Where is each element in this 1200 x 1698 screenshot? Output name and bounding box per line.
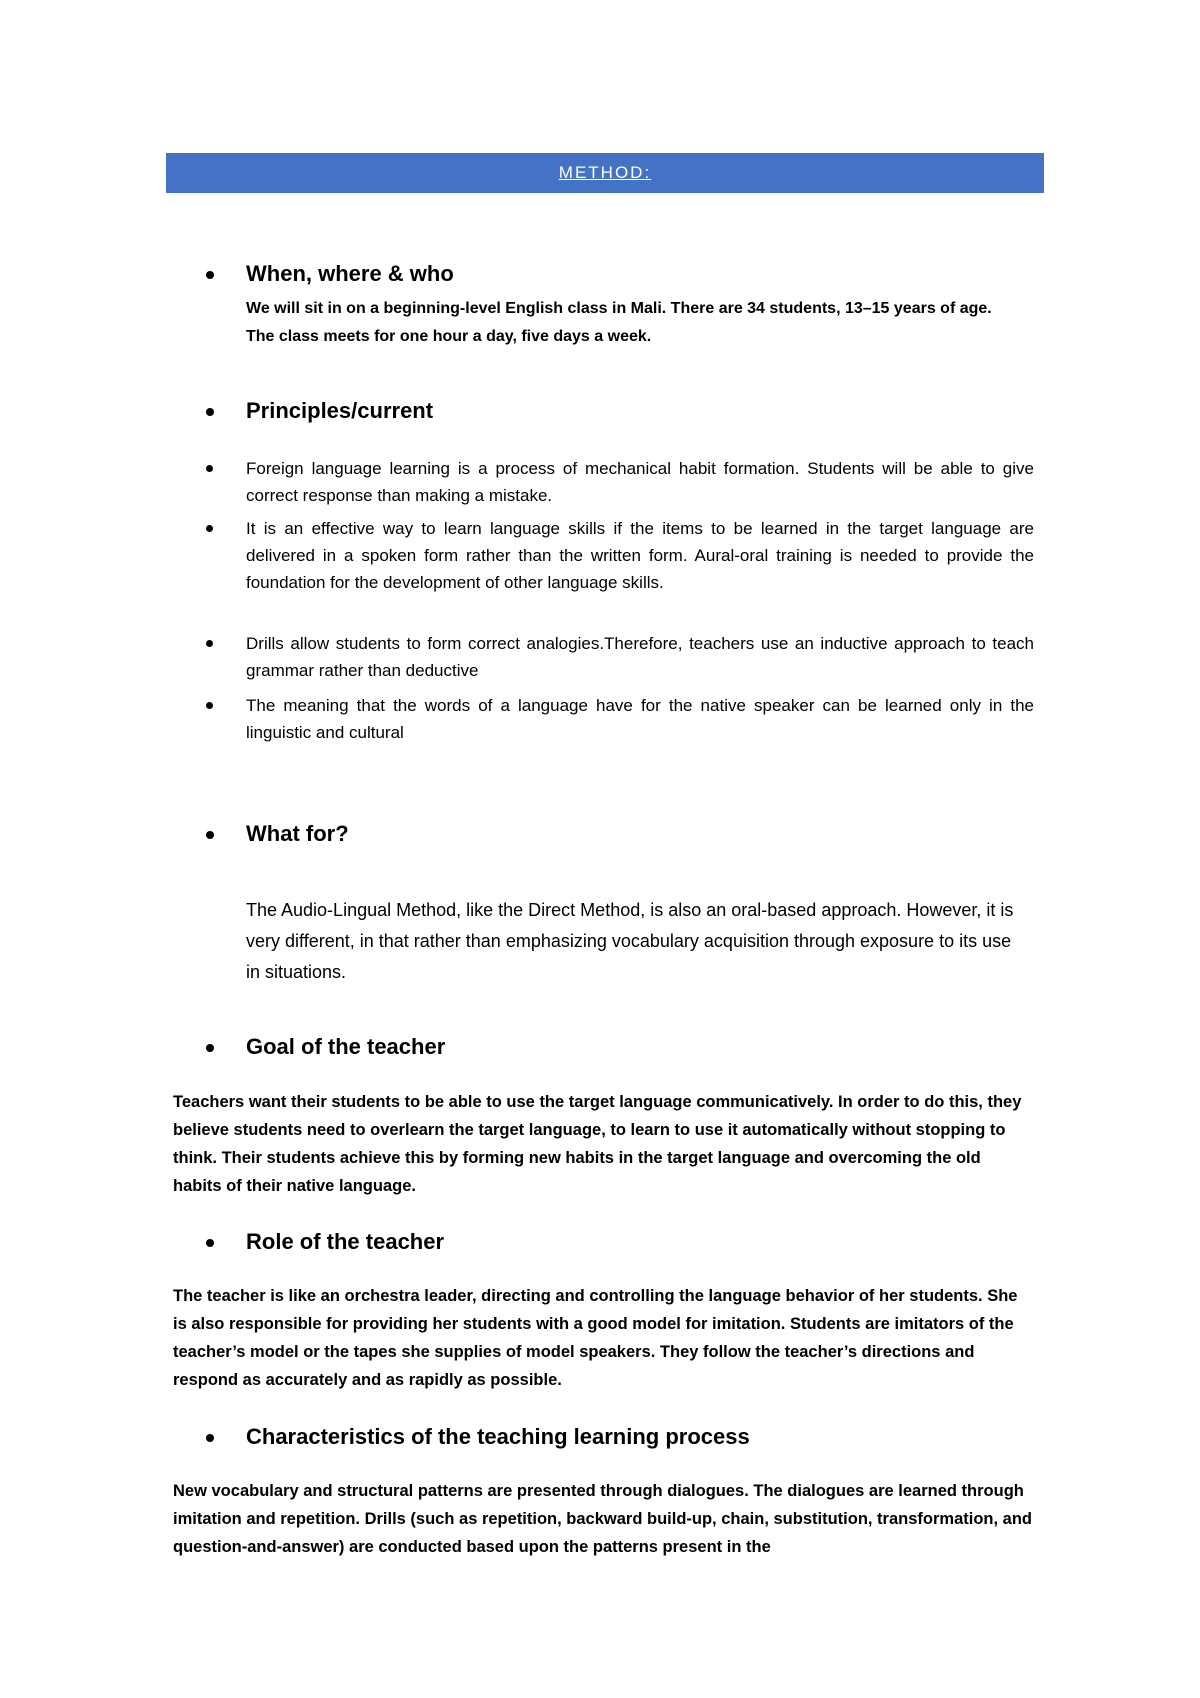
role-of-teacher-text: The teacher is like an orchestra leader, directing and controlling the language behavior of her students. She is also responsible for providing her students with a good model for imitation. Students are imitators of the teacher’s model or the tapes she supplies of model speakers. They follow the teacher’s directions and respond as accurately and as rapidly as possible. <box>173 1287 1018 1389</box>
goal-of-teacher-text: Teachers want their students to be able to use the target language communicatively. In order to do this, they believe students need to overlearn the target language, to learn to use it automatically without stopping to think. Their students achieve this by forming new habits in the target language and overcoming the old habits of their native language. <box>173 1093 1022 1195</box>
bullet-icon <box>206 408 214 416</box>
bullet-icon <box>206 1434 214 1442</box>
document-page: METHOD: When, where & who We will sit in on a beginning-level English class in Mali. There are 34 students, 13–15 years of age. The class meets for one hour a day, five days a week. Principles/current Foreign language learning is a process of mechanical habit formation. Students will be able to give correct response than making a mistake. It is an effective way to learn language skills if the items to be learned in the target language are delivered in a spoken form rather than the written form. Aural-oral training is needed to provide the foundation for the development of other language skills. Drills allow students to form correct analogies.Therefore, teachers use an inductive approach to teach grammar rather than deductive The meaning that the words of a language have for the native speaker can be learned only in the linguistic and cultural What for? The Audio-Lingual Method, like the Direct Method, is also an oral-based approach. However, it is very different, in that rather than emphasizing vocabulary acquisition through exposure to its use in situations. Goal of the teacher Teachers want their students to be able to use the target language communicatively. In order to do this, they believe students need to overlearn the target language, to learn to use it automatically without stopping to think. Their students achieve this by forming new habits in the target language and overcoming the old habits of their native language. Role of the teacher The teacher is like an orchestra leader, directing and controlling the language behavior of her students. She is also responsible for providing her students with a good model for imitation. Students are imitators of the teacher’s model or the tapes she supplies of model speakers. They follow the teacher’s directions and respond as accurately and as rapidly as possible. Characteristics of the teaching learning process New vocabulary and structural patterns are presented through dialogues. The dialogues are learned through imitation and repetition. Drills (such as repetition, backward build-up, chain, substitution, transformation, and question-and-answer) are conducted based upon the patterns present in the <box>0 0 1200 1698</box>
characteristics-text: New vocabulary and structural patterns are presented through dialogues. The dialogues are learned through imitation and repetition. Drills (such as repetition, backward build-up, chain, substitution, transformation, and question-and-answer) are conducted based upon the patterns present in the <box>173 1482 1032 1556</box>
bullet-icon <box>206 1044 214 1052</box>
bullet-icon <box>206 1239 214 1247</box>
bullet-icon <box>206 831 214 839</box>
method-banner <box>166 153 1044 193</box>
bullet-icon <box>206 271 214 279</box>
method-title: METHOD: <box>558 163 652 182</box>
what-for-text: The Audio-Lingual Method, like the Direct Method, is also an oral-based approach. However, it is very different, in that rather than emphasizing vocabulary acquisition through exposure to its use in situations. <box>246 900 1014 982</box>
bullet-icon <box>206 465 213 472</box>
when-where-who-text: We will sit in on a beginning-level English class in Mali. There are 34 students, 13–15 years of age. The class meets for one hour a day, five days a week. <box>246 300 992 345</box>
bullet-icon <box>206 640 213 647</box>
bullet-icon <box>206 702 213 709</box>
bullet-icon <box>206 525 213 532</box>
